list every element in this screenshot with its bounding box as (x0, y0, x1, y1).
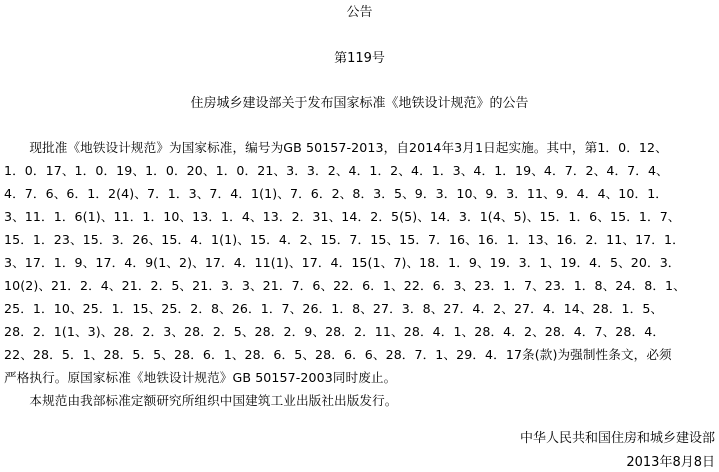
body-line: 4．7．6、6．1．2(4)、7．1．3、7．4．1(1)、7．6．2、8．3．5、9．3．10、9．3．11、9．4．4、10．1． (4, 186, 668, 201)
body-line: 28．2．1(1、3)、28．2．3、28．2．5、28．2．9、28．2．11、28．4．1、28．4．2、28．4．7、28．4． (4, 324, 666, 339)
body-line: 3、11．1．6(1)、11．1．10、13．1．4、13．2．31、14．2．5(5)、14．3．1(4、5)、15．1．6、15．1．7、 (4, 209, 681, 224)
body-line: 15．1．23、15．3．26、15．4．1(1)、15．4．2、15．7．15、15．7．16、16．1．13、16．2．11、17．1． (4, 232, 685, 247)
body-line: 现批准《地铁设计规范》为国家标准，编号为GB 50157-2013，自2014年3月1日起实施。其中，第1．0．12、 (4, 140, 668, 155)
notice-title: 公告 (346, 5, 373, 20)
body-line: 本规范由我部标准定额研究所组织中国建筑工业出版社出版发行。 (4, 393, 398, 408)
body-line: 22、28．5．1、28．5．5、28．6．1、28．6．5、28．6．6、28．7．1、29．4．17条(款)为强制性条文，必须 (4, 347, 672, 362)
notice-heading: 住房城乡建设部关于发布国家标准《地铁设计规范》的公告 (190, 96, 529, 111)
body-line: 1．0．17、1．0．19、1．0．20、1．0．21、3．3．2、4．1．2、4．1．3、4．1．19、4．7．2、4．7．4、 (4, 163, 669, 178)
signature-organization: 中华人民共和国住房和城乡建设部 (519, 431, 715, 446)
body-line: 10(2)、21．2．4、21．2．5、21．3．3、21．7．6、22．6．1、22．6．3、23．1．7、23．1．8、24．8．1、 (4, 278, 686, 293)
signature-date: 2013年8月8日 (626, 455, 715, 470)
notice-number: 第119号 (334, 51, 385, 66)
body-line: 25．1．10、25．1．15、25．2．8、26．1．7、26．1．8、27．3．8、27．4．2、27．4．14、28．1．5、 (4, 301, 664, 316)
body-line: 3、17．1．9、17．4．9(1、2)、17．4．11(1)、17．4．15(1、7)、18．1．9、19．3．1、19．4．5、20．3． (4, 255, 681, 270)
body-line: 严格执行。原国家标准《地铁设计规范》GB 50157-2003同时废止。 (4, 370, 397, 385)
